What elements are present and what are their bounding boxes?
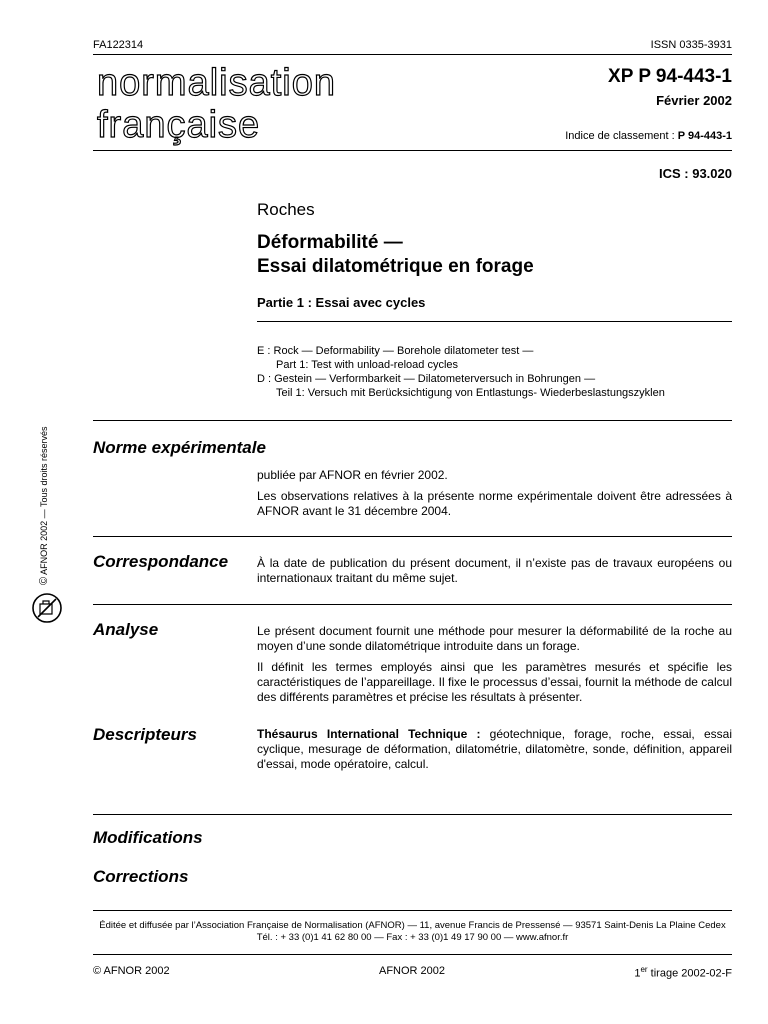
descripteurs-lead: Thésaurus International Technique : bbox=[257, 727, 481, 741]
divider-norme bbox=[93, 420, 732, 421]
section-modifications-title: Modifications bbox=[93, 828, 203, 847]
section-correspondance-body bbox=[257, 556, 732, 592]
title-line-2: Essai dilatométrique en forage bbox=[257, 256, 534, 277]
translation-de-2: Teil 1: Versuch mit Berücksichtigung von Entlastungs- Wiederbeslastungszyklen bbox=[276, 387, 665, 399]
header-divider bbox=[93, 54, 732, 55]
issn: ISSN 0335-3931 bbox=[650, 39, 732, 51]
divider-analyse bbox=[93, 604, 732, 605]
translations bbox=[257, 344, 665, 400]
standard-number: XP P 94-443-1 bbox=[608, 66, 732, 87]
translation-de-1: D : Gestein — Verformbarkeit — Dilatometerversuch in Bohrungen — bbox=[257, 373, 596, 385]
footer-tirage bbox=[634, 965, 732, 980]
part-title: Partie 1 : Essai avec cycles bbox=[257, 295, 426, 310]
document-reference: FA122314 bbox=[93, 39, 144, 51]
publisher-info bbox=[93, 920, 732, 944]
no-copy-icon bbox=[30, 591, 64, 625]
subject: Roches bbox=[257, 200, 315, 219]
publisher-contact: Tél. : + 33 (0)1 41 62 80 00 — Fax : + 33 (0)1 49 17 90 00 — www.afnor.fr bbox=[256, 932, 569, 943]
divider-modifications bbox=[93, 814, 732, 815]
title-divider bbox=[257, 321, 732, 322]
side-copyright bbox=[38, 426, 50, 585]
footer-center: AFNOR 2002 bbox=[379, 965, 446, 977]
section-descripteurs-body bbox=[257, 727, 732, 778]
publisher-address: Éditée et diffusée par l’Association Française de Normalisation (AFNOR) — 11, avenue Francis de Pressensé — 93571 Saint-Denis La Plaine Cedex bbox=[99, 920, 726, 931]
index-label: Indice de classement : bbox=[565, 130, 675, 142]
copyright-symbol: © bbox=[38, 576, 50, 585]
section-corrections-title: Corrections bbox=[93, 867, 189, 886]
title-line-1: Déformabilité — bbox=[257, 232, 403, 253]
divider-correspondance bbox=[93, 536, 732, 537]
norme-p1: publiée par AFNOR en février 2002. bbox=[257, 468, 448, 482]
footer-divider bbox=[93, 910, 732, 911]
analyse-p1: Le présent document fournit une méthode pour mesurer la déformabilité de la roche au moyen d’une sonde dilatométrique introduite dans un forage. bbox=[257, 624, 732, 653]
tirage-superscript: er bbox=[640, 965, 648, 974]
footer-copyright: © AFNOR 2002 bbox=[93, 965, 170, 977]
logo-line-1: normalisation bbox=[97, 62, 336, 104]
side-copyright-text: AFNOR 2002 — Tous droits réservés bbox=[39, 426, 49, 575]
section-analyse-title: Analyse bbox=[93, 620, 159, 639]
logo-line-2: française bbox=[97, 104, 261, 146]
index-value: P 94-443-1 bbox=[677, 130, 732, 142]
norme-p2: Les observations relatives à la présente norme expérimentale doivent être adressées à AFNOR avant le 31 décembre 2004. bbox=[257, 489, 732, 518]
footer-divider-2 bbox=[93, 954, 732, 955]
section-norme-body bbox=[257, 468, 732, 525]
translation-en-1: E : Rock — Deformability — Borehole dilatometer test — bbox=[257, 345, 534, 357]
publication-date: Février 2002 bbox=[656, 93, 732, 108]
analyse-p2: Il définit les termes employés ainsi que les paramètres mesurés et spécifie les caractéristiques de l’appareillage. Il fixe le processus d’essai, fournit la méthode de calcul des différents paramètres et précise les résultats à présenter. bbox=[257, 660, 732, 704]
tirage-number: 1 bbox=[634, 967, 641, 980]
descripteurs-text: géotechnique, forage, roche, essai, essai cyclique, mesurage de déformation, dilatométrie, dilatomètre, sonde, définition, appareil d'essai, mode opératoire, calcul. bbox=[257, 727, 732, 771]
section-correspondance-title: Correspondance bbox=[93, 552, 229, 571]
ics-code: ICS : 93.020 bbox=[659, 166, 732, 181]
section-descripteurs-title: Descripteurs bbox=[93, 725, 197, 744]
section-norme-title: Norme expérimentale bbox=[93, 438, 266, 457]
translation-en-2: Part 1: Test with unload-reload cycles bbox=[276, 359, 458, 371]
classification-index bbox=[565, 130, 732, 142]
correspondance-p1: À la date de publication du présent document, il n’existe pas de travaux européens ou internationaux traitant du même sujet. bbox=[257, 556, 732, 585]
logo-divider bbox=[93, 150, 732, 151]
tirage-text: tirage 2002-02-F bbox=[647, 967, 732, 980]
section-analyse-body bbox=[257, 624, 732, 711]
